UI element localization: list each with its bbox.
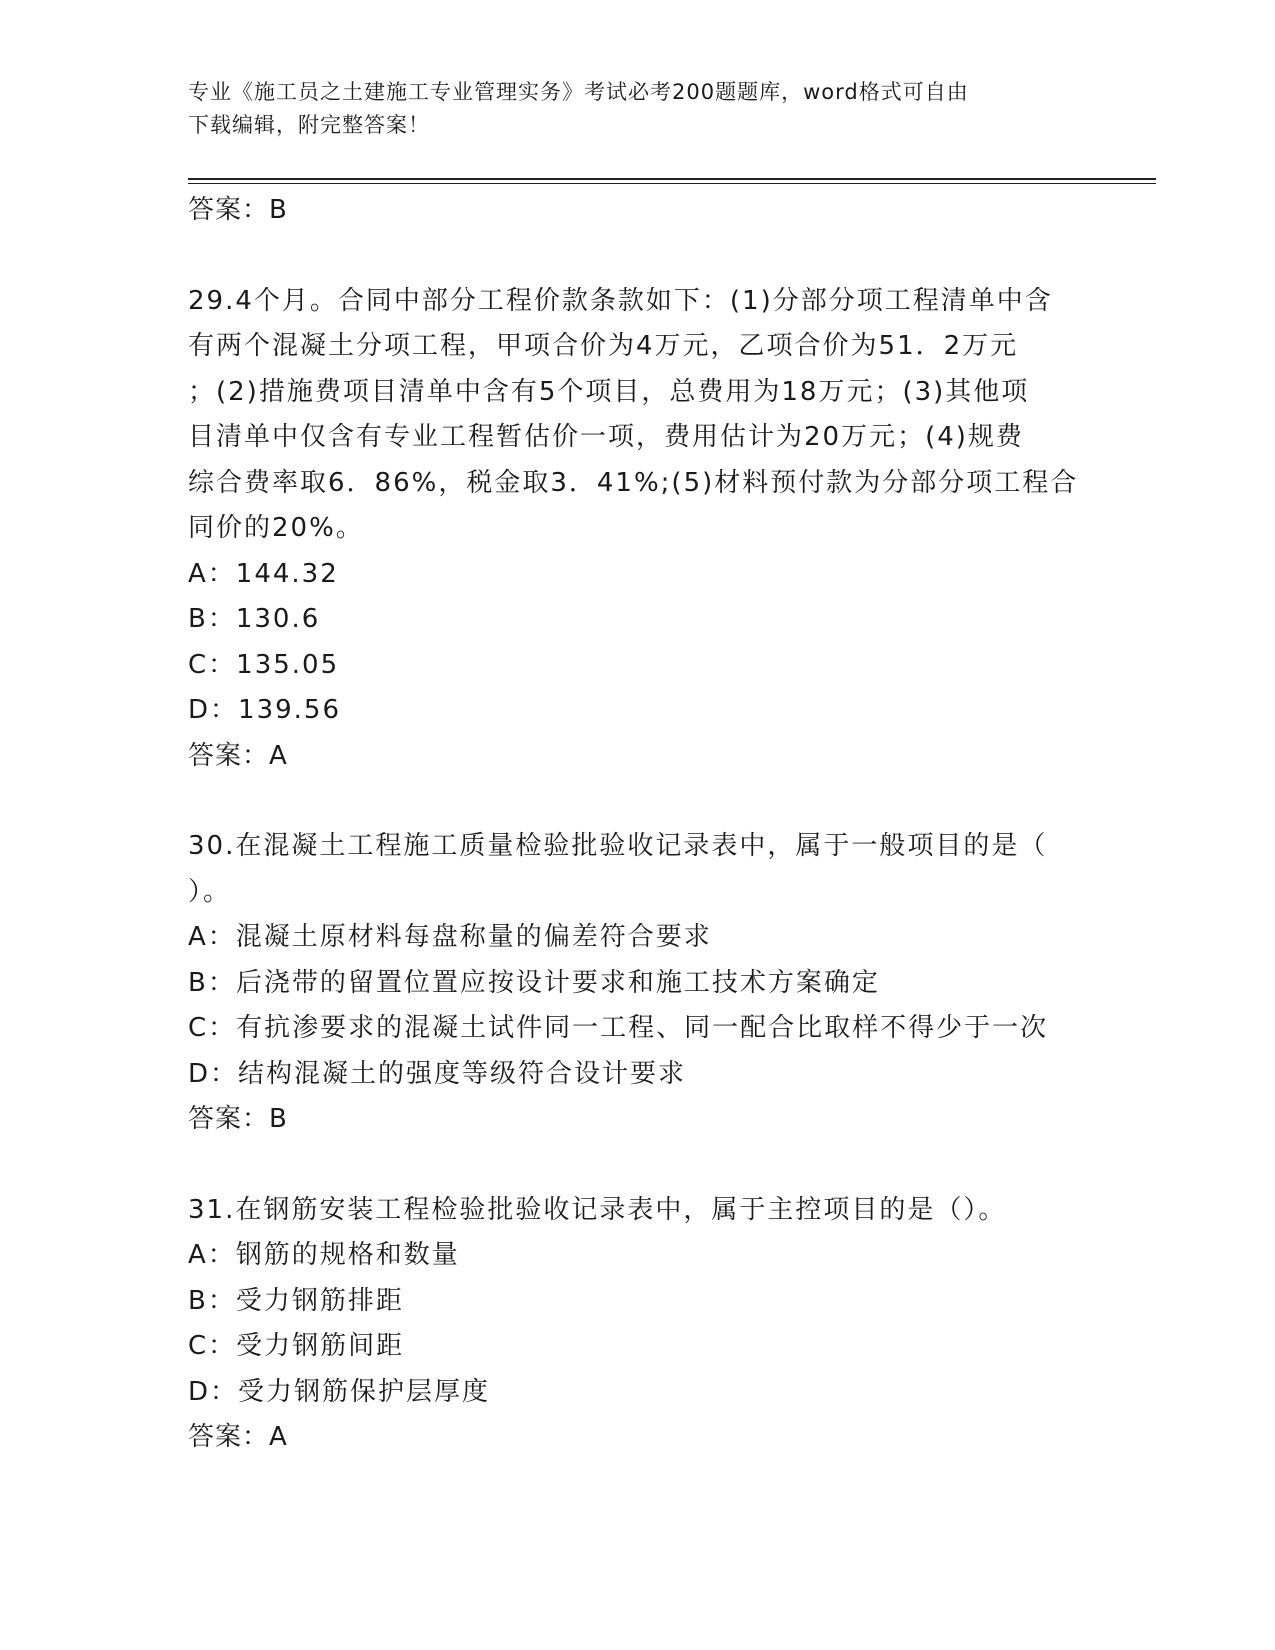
option-b: B：受力钢筋排距 (188, 1285, 404, 1316)
option-a: A：144.32 (188, 558, 339, 589)
stem-line: 29.4个月。合同中部分工程价款条款如下：(1)分部分项工程清单中含 (188, 285, 1053, 316)
option-b: B：后浇带的留置位置应按设计要求和施工技术方案确定 (188, 967, 880, 998)
answer-label: 答案：B (188, 1104, 288, 1134)
question-stem (188, 279, 1088, 552)
stem-line: 30.在混凝土工程施工质量检验批验收记录表中，属于一般项目的是（ (188, 831, 1048, 861)
stem-line: 有两个混凝土分项工程，甲项合价为4万元，乙项合价为51．2万元 (188, 331, 1019, 361)
stem-line: 目清单中仅含有专业工程暂估价一项，费用估计为20万元；(4)规费 (188, 422, 1024, 452)
option-c: C：受力钢筋间距 (188, 1331, 405, 1361)
answer-label: 答案：A (188, 740, 288, 771)
stem-line: ）。 (188, 876, 232, 907)
option-a: A：混凝土原材料每盘称量的偏差符合要求 (188, 922, 712, 952)
header-divider (188, 178, 1156, 184)
option-d: D：结构混凝土的强度等级符合设计要求 (188, 1058, 687, 1089)
question-stem (188, 1188, 1088, 1234)
option-b: B：130.6 (188, 604, 321, 634)
option-d: D：139.56 (188, 695, 341, 725)
stem-line: ；(2)措施费项目清单中含有5个项目，总费用为18万元；(3)其他项 (188, 376, 1030, 407)
answer-label: 答案：B (188, 195, 288, 225)
document-body (188, 188, 1088, 1506)
option-a: A：钢筋的规格和数量 (188, 1240, 460, 1270)
question-29 (188, 279, 1088, 780)
header-line-2: 下载编辑，附完整答案！ (188, 113, 430, 137)
stem-line: 综合费率取6．86%，税金取3．41%;(5)材料预付款为分部分项工程合 (188, 467, 1079, 498)
stem-line: 同价的20%。 (188, 513, 364, 543)
question-30 (188, 824, 1088, 1143)
page-header (188, 76, 1068, 142)
option-c: C：有抗渗要求的混凝土试件同一工程、同一配合比取样不得少于一次 (188, 1013, 1049, 1043)
stem-line: 31.在钢筋安装工程检验批验收记录表中，属于主控项目的是（）。 (188, 1194, 1007, 1225)
question-stem (188, 824, 1088, 915)
option-d: D：受力钢筋保护层厚度 (188, 1376, 491, 1407)
option-c: C：135.05 (188, 649, 340, 680)
answer-label: 答案：A (188, 1422, 288, 1452)
question-31 (188, 1188, 1088, 1461)
header-line-1: 专业《施工员之土建施工专业管理实务》考试必考200题题库，word格式可自由 (188, 80, 969, 104)
